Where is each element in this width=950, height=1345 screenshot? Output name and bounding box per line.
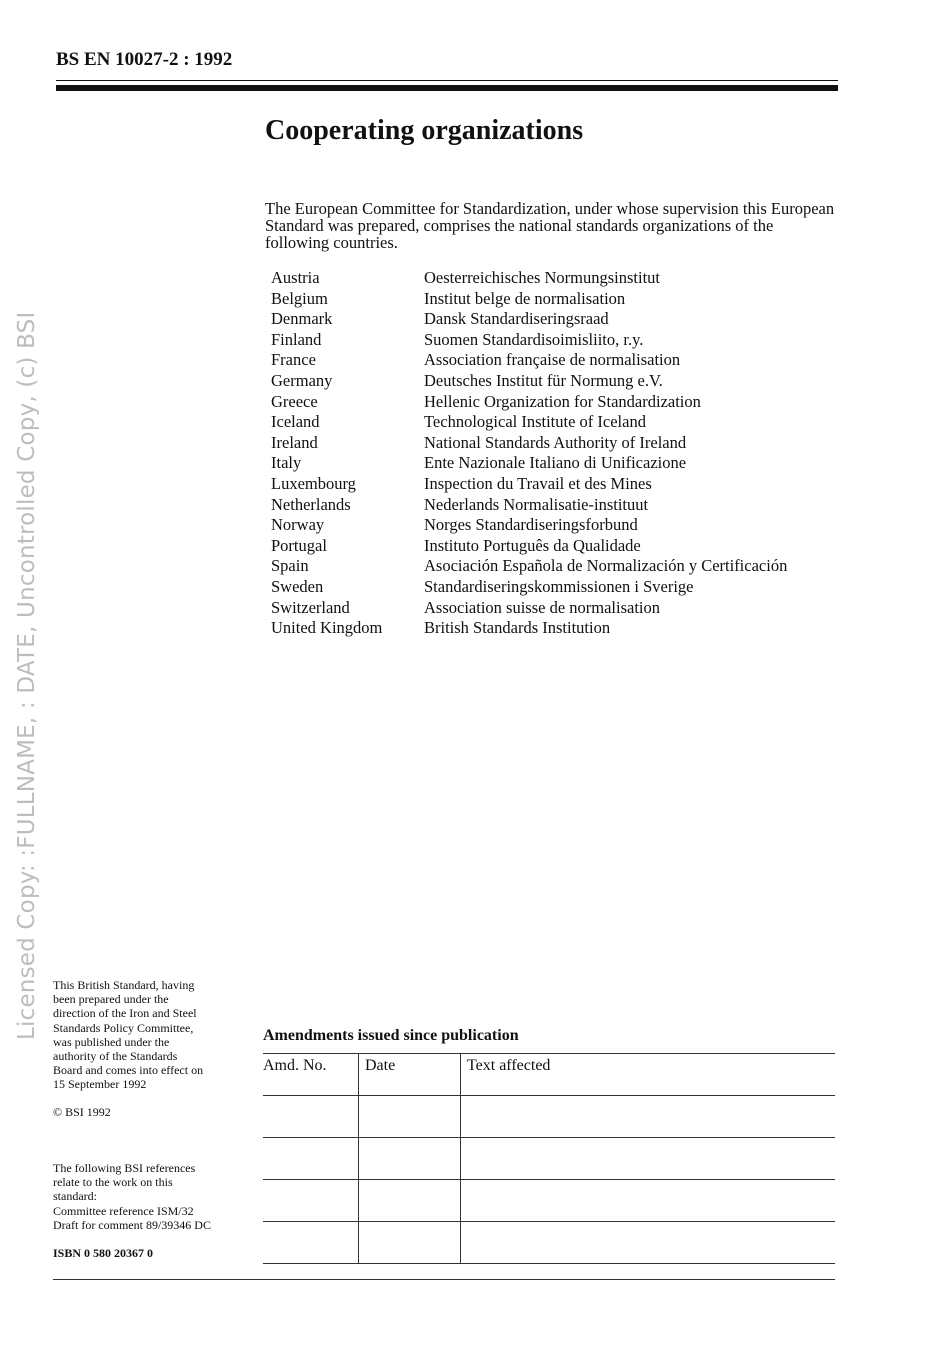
cell-amd-no bbox=[263, 1180, 359, 1222]
publication-line: direction of the Iron and Steel bbox=[53, 1006, 197, 1021]
org-row bbox=[271, 289, 787, 310]
org-country: Luxembourg bbox=[271, 473, 356, 493]
header-text-affected: Text affected bbox=[461, 1054, 836, 1096]
cell-date bbox=[359, 1096, 461, 1138]
org-name: Deutsches Institut für Normung e.V. bbox=[424, 370, 663, 390]
org-country: Netherlands bbox=[271, 494, 351, 514]
org-country: Portugal bbox=[271, 535, 327, 555]
org-name: Inspection du Travail et des Mines bbox=[424, 473, 652, 493]
cell-text-affected bbox=[461, 1222, 836, 1264]
org-name: Ente Nazionale Italiano di Unificazione bbox=[424, 453, 687, 473]
reference-line: Committee reference ISM/32 bbox=[53, 1203, 194, 1218]
org-row bbox=[271, 598, 787, 619]
page-title: Cooperating organizations bbox=[265, 115, 584, 146]
publication-line: Standards Policy Committee, bbox=[53, 1020, 194, 1035]
org-name: Nederlands Normalisatie-instituut bbox=[424, 494, 649, 514]
table-row bbox=[263, 1180, 835, 1222]
cell-amd-no bbox=[263, 1138, 359, 1180]
license-watermark: Licensed Copy: :FULLNAME, : DATE, Uncontrolled Copy, (c) BSI bbox=[14, 311, 40, 1040]
org-row bbox=[271, 618, 787, 639]
header-rule-thin bbox=[56, 80, 838, 81]
org-row bbox=[271, 392, 787, 413]
org-country: Spain bbox=[271, 556, 309, 576]
org-row bbox=[271, 268, 787, 289]
table-row bbox=[263, 1096, 835, 1138]
org-country: Italy bbox=[271, 453, 302, 473]
org-name: Institut belge de normalisation bbox=[424, 288, 626, 308]
org-row bbox=[271, 371, 787, 392]
org-name: Instituto Português da Qualidade bbox=[424, 535, 641, 555]
cell-date bbox=[359, 1138, 461, 1180]
intro-paragraph: The European Committee for Standardization, under whose supervision this European Standard was prepared, comprises the national standards organizations of the following countries. bbox=[265, 199, 835, 252]
publication-line: 15 September 1992 bbox=[53, 1077, 147, 1092]
org-name: British Standards Institution bbox=[424, 618, 611, 638]
org-row bbox=[271, 556, 787, 577]
org-row bbox=[271, 350, 787, 371]
org-country: Denmark bbox=[271, 309, 333, 329]
bsi-references bbox=[53, 1161, 248, 1232]
org-row bbox=[271, 330, 787, 351]
org-country: Iceland bbox=[271, 412, 320, 432]
publication-line: This British Standard, having bbox=[53, 978, 195, 992]
publication-note bbox=[53, 978, 248, 1092]
org-name: Asociación Española de Normalización y Certificación bbox=[424, 556, 788, 576]
org-row bbox=[271, 515, 787, 536]
publication-line: been prepared under the bbox=[53, 992, 169, 1007]
copyright-note: © BSI 1992 bbox=[53, 1105, 111, 1119]
reference-line: relate to the work on this bbox=[53, 1175, 173, 1190]
table-row bbox=[263, 1222, 835, 1264]
org-name: Dansk Standardiseringsraad bbox=[424, 309, 609, 329]
org-country: Austria bbox=[271, 268, 320, 287]
org-row bbox=[271, 577, 787, 598]
publication-line: authority of the Standards bbox=[53, 1049, 178, 1064]
org-country: Sweden bbox=[271, 576, 324, 596]
org-country: Belgium bbox=[271, 288, 328, 308]
org-country: France bbox=[271, 350, 316, 370]
footer-rule bbox=[53, 1279, 835, 1280]
org-row bbox=[271, 412, 787, 433]
org-name: Norges Standardiseringsforbund bbox=[424, 515, 638, 535]
header-date: Date bbox=[359, 1054, 461, 1096]
reference-line: standard: bbox=[53, 1189, 97, 1204]
amendments-table bbox=[263, 1053, 835, 1264]
publication-line: Board and comes into effect on bbox=[53, 1063, 204, 1078]
org-row bbox=[271, 474, 787, 495]
org-row bbox=[271, 433, 787, 454]
isbn: ISBN 0 580 20367 0 bbox=[53, 1246, 154, 1260]
org-row bbox=[271, 495, 787, 516]
org-country: Germany bbox=[271, 370, 333, 390]
cell-date bbox=[359, 1222, 461, 1264]
org-name: Oesterreichisches Normungsinstitut bbox=[424, 268, 660, 287]
table-header-row bbox=[263, 1054, 835, 1096]
header-rule-thick bbox=[56, 85, 838, 91]
org-country: Norway bbox=[271, 515, 325, 535]
cell-amd-no bbox=[263, 1222, 359, 1264]
org-name: National Standards Authority of Ireland bbox=[424, 432, 687, 452]
org-row bbox=[271, 309, 787, 330]
table-row bbox=[263, 1138, 835, 1180]
cell-text-affected bbox=[461, 1180, 836, 1222]
org-row bbox=[271, 536, 787, 557]
cell-text-affected bbox=[461, 1096, 836, 1138]
org-name: Technological Institute of Iceland bbox=[424, 412, 646, 432]
org-country: Ireland bbox=[271, 432, 318, 452]
org-country: Greece bbox=[271, 391, 318, 411]
reference-line: The following BSI references bbox=[53, 1161, 196, 1175]
cell-amd-no bbox=[263, 1096, 359, 1138]
org-name: Suomen Standardisoimisliito, r.y. bbox=[424, 329, 644, 349]
publication-line: was published under the bbox=[53, 1034, 170, 1049]
cell-text-affected bbox=[461, 1138, 836, 1180]
org-name: Association suisse de normalisation bbox=[424, 597, 661, 617]
org-country: United Kingdom bbox=[271, 618, 383, 638]
header-amd-no: Amd. No. bbox=[263, 1054, 359, 1096]
org-name: Association française de normalisation bbox=[424, 350, 681, 370]
org-country: Switzerland bbox=[271, 597, 350, 617]
standard-reference: BS EN 10027-2 : 1992 bbox=[56, 49, 233, 70]
cell-date bbox=[359, 1180, 461, 1222]
org-country: Finland bbox=[271, 329, 322, 349]
org-name: Standardiseringskommissionen i Sverige bbox=[424, 576, 694, 596]
amendments-title: Amendments issued since publication bbox=[263, 1027, 519, 1044]
org-row bbox=[271, 453, 787, 474]
org-name: Hellenic Organization for Standardization bbox=[424, 391, 701, 411]
organizations-list bbox=[271, 268, 787, 639]
reference-line: Draft for comment 89/39346 DC bbox=[53, 1217, 211, 1232]
